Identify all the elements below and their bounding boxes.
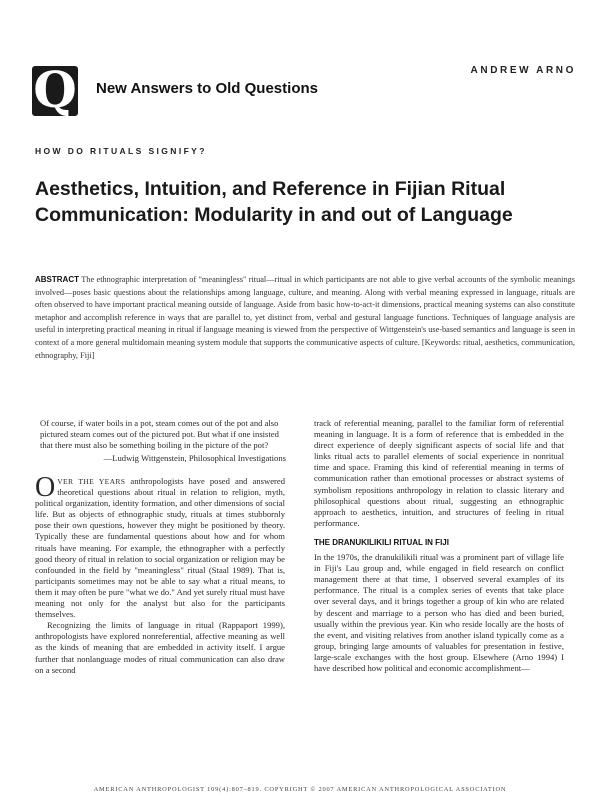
left-column xyxy=(35,472,286,676)
section-subheading: THE DRANUKILIKILI RITUAL IN FIJI xyxy=(314,537,449,547)
epigraph-quote: Of course, if water boils in a pot, steam comes out of the pot and also pictured steam comes out of the pictured pot. But what if one insisted that there must also be something boiling in the picture of the pot? xyxy=(40,418,279,451)
abstract xyxy=(35,274,575,362)
right-column xyxy=(314,418,564,674)
section-title: New Answers to Old Questions xyxy=(96,80,318,97)
smallcaps-lead: VER THE YEARS xyxy=(57,477,126,486)
body-paragraph: In the 1970s, the dranukilikili ritual was a prominent part of village life in Fiji's Lau group and, while engaged in field research on conflict management there at that time, I observed several examples of its performance. The ritual is a complex series of events that take place over several days, and it brings together a group of kin who are related by descent and marriage to a person who has died and been buried, usually within the previous year. Kin who reside locally are the hosts of the event, and visiting relatives from another island typically come as a group, bringing large amounts of valuables for presentation in festive, large-scale exchanges with the host group. Elsewhere (Arno 1994) I have described how political and economic accomplishment— xyxy=(314,552,564,673)
author-name: ANDREW ARNO xyxy=(470,65,576,76)
section-logo xyxy=(32,66,78,116)
body-paragraph: Recognizing the limits of language in ritual (Rappaport 1999), anthropologists have explored nonreferential, affective meaning as well as the kinds of meaning that are embedded in activity itself. I argue further that nonlanguage modes of ritual communication can also draw on a second xyxy=(35,620,285,675)
abstract-label: ABSTRACT xyxy=(35,275,79,284)
abstract-text: The ethnographic interpretation of "meaningless" ritual—ritual in which participants are not able to give verbal accounts of the symbolic meanings involved—poses basic questions about the relationships among language, culture, and meaning. Along with verbal meaning expressed in language, rituals are often observed to have important practical meaning outside of language. Aside from basic how-to-act-it dimensions, practical meaning systems can also constitute metaphor and accomplish reference in ways that are parallel to, yet distinct from, verbal and gestural language functions. Techniques of language analysis are useful in interpreting practical meaning in ritual if language meaning is viewed from the perspective of Wittgenstein's use-based semantics and language is seen in context of a more general multidomain meaning system module that supports the communicative aspects of culture. [Keywords: ritual, aesthetics, communication, ethnography, Fiji] xyxy=(35,275,575,360)
body-paragraph xyxy=(35,472,286,620)
body-text: anthropologists have posed and answered theoretical questions about ritual in relation to religion, myth, political organization, identity formation, and other dimensions of social life. But as objects of ethnographic study, rituals at times stubbornly pose their own questions, however they might be positioned by theory. Typically these are fundamental questions about how and for whom rituals have meaning. For example, the ethnographer with a perfectly good theory of ritual in relation to social organization or religion may be confounded in the field by "meaningless" ritual (Staal 1989). That is, participants sometimes may not be able to say what a ritual means, to them it may often be pure "what we do." And yet surely ritual must have meaning not only for the analyst but also for the participants themselves. xyxy=(35,476,286,620)
drop-cap: O xyxy=(35,472,56,503)
question-heading: HOW DO RITUALS SIGNIFY? xyxy=(35,146,207,156)
page-footer: AMERICAN ANTHROPOLOGIST 109(4):807–819. COPYRIGHT © 2007 AMERICAN ANTHROPOLOGICAL ASSOCIATION xyxy=(93,786,507,793)
epigraph xyxy=(40,418,286,464)
body-paragraph: track of referential meaning, parallel to the familiar form of referential meaning in language. It is a form of reference that is embedded in the direct experience of deeply significant aspects of social life and that links ritual acts to parallel elements of social experience in nonritual time and space. Framing this kind of referential meaning in terms of communication rather than emotional processes or abstract systems of symbolism repositions anthropology in relation to classic literary and philosophical questions about ritual, suggesting an ethnographic approach to aesthetics, intuition, and structures of feeling in ritual performance. xyxy=(314,418,564,528)
article-title: Aesthetics, Intuition, and Reference in Fijian Ritual Communication: Modularity in and out of Language xyxy=(35,178,513,226)
epigraph-attribution: —Ludwig Wittgenstein, Philosophical Investigations xyxy=(103,452,286,463)
logo-letter: Q xyxy=(33,66,77,116)
